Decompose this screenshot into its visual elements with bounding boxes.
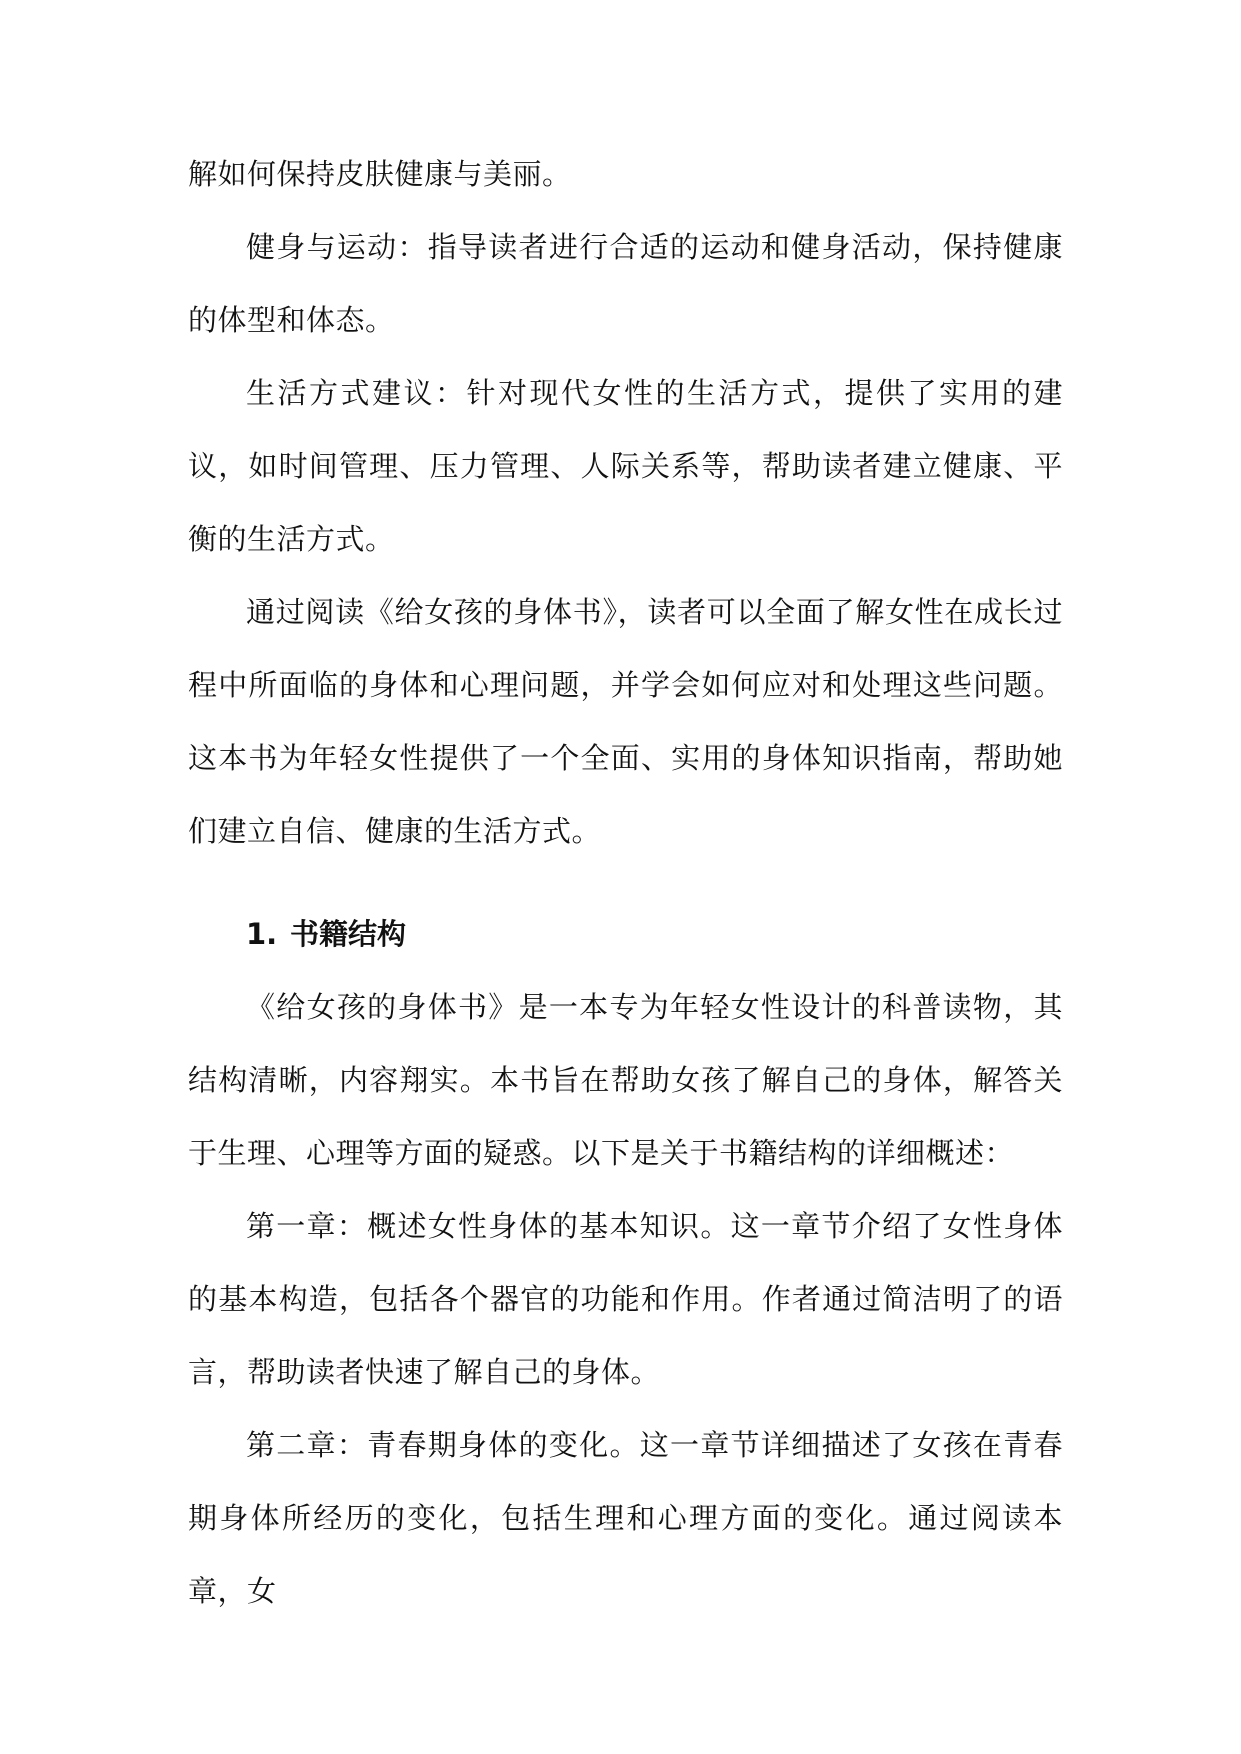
paragraph-chapter-two: 第二章：青春期身体的变化。这一章节详细描述了女孩在青春期身体所经历的变化，包括生理和心理方面的变化。通过阅读本章，女 bbox=[188, 1428, 1063, 1608]
section-number: 1. bbox=[246, 917, 278, 951]
section-title: 书籍结构 bbox=[290, 917, 407, 951]
paragraph-summary: 通过阅读《给女孩的身体书》，读者可以全面了解女性在成长过程中所面临的身体和心理问题，并学会如何应对和处理这些问题。这本书为年轻女性提供了一个全面、实用的身体知识指南，帮助她们建立自信、健康的生活方式。 bbox=[188, 595, 1063, 848]
document-body bbox=[188, 138, 1063, 1628]
paragraph-continuation: 解如何保持皮肤健康与美丽。 bbox=[188, 157, 572, 191]
paragraph-fitness: 健身与运动：指导读者进行合适的运动和健身活动，保持健康的体型和体态。 bbox=[188, 230, 1063, 337]
paragraph-structure-intro: 《给女孩的身体书》是一本专为年轻女性设计的科普读物，其结构清晰，内容翔实。本书旨在帮助女孩了解自己的身体，解答关于生理、心理等方面的疑惑。以下是关于书籍结构的详细概述： bbox=[188, 990, 1063, 1170]
section-heading bbox=[188, 898, 1063, 971]
paragraph-lifestyle: 生活方式建议：针对现代女性的生活方式，提供了实用的建议，如时间管理、压力管理、人际关系等，帮助读者建立健康、平衡的生活方式。 bbox=[188, 376, 1063, 556]
paragraph-chapter-one: 第一章：概述女性身体的基本知识。这一章节介绍了女性身体的基本构造，包括各个器官的功能和作用。作者通过简洁明了的语言，帮助读者快速了解自己的身体。 bbox=[188, 1209, 1063, 1389]
